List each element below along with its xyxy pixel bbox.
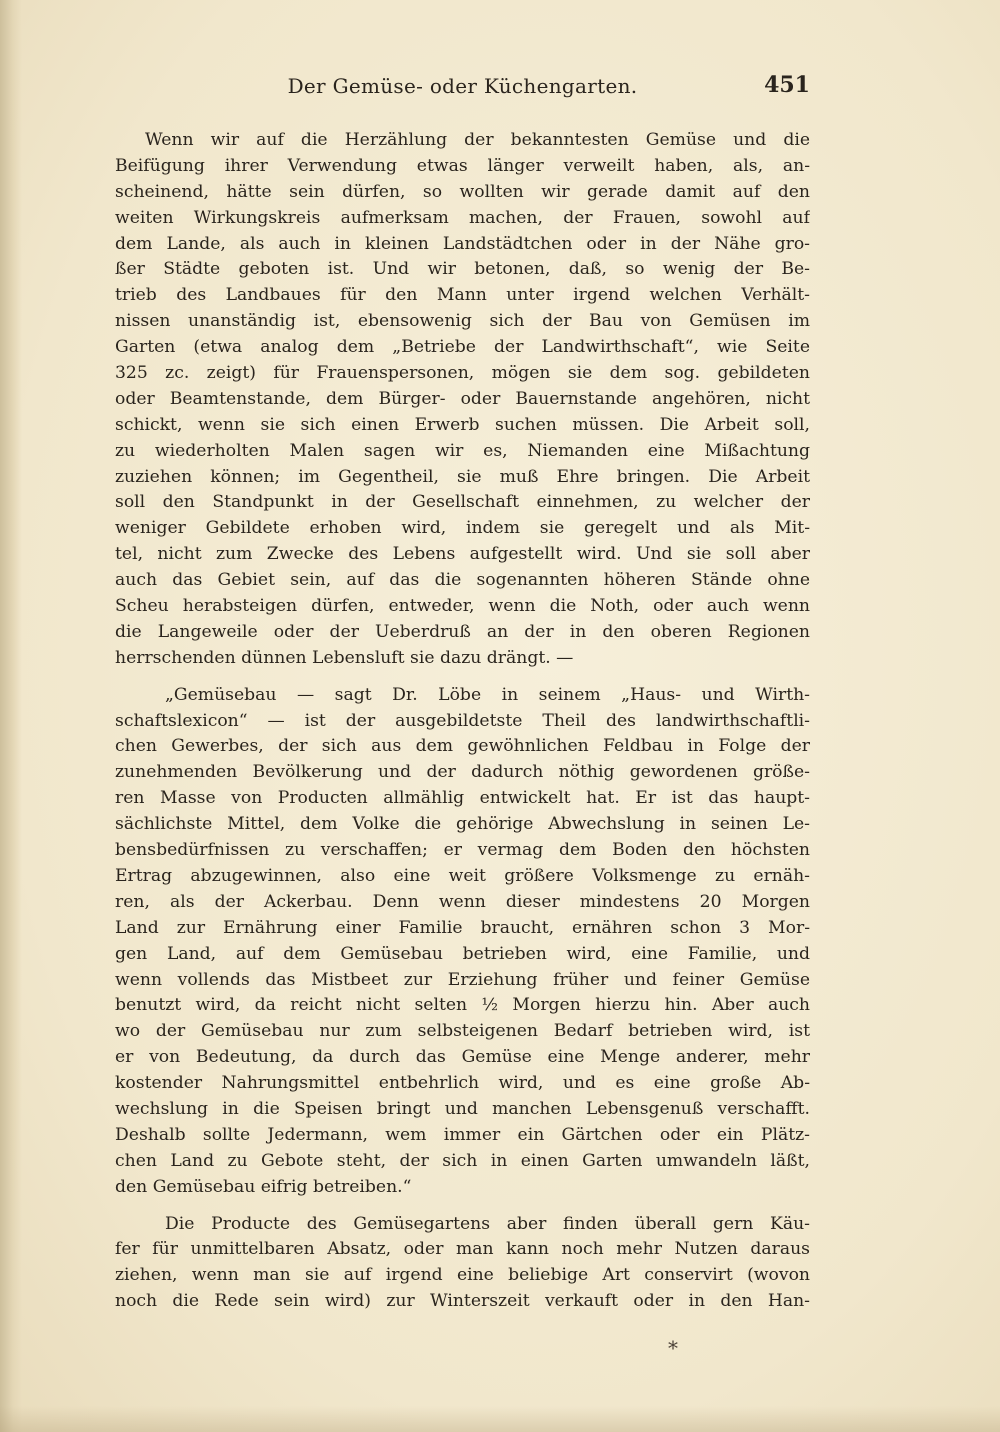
paragraph-2: [115, 683, 810, 1201]
text-line: fer für unmittelbaren Absatz, oder man kann noch mehr Nutzen daraus: [115, 1239, 810, 1260]
paragraph-gap: [115, 672, 810, 683]
paragraph-gap: [115, 1201, 810, 1212]
text-line: oder Beamtenstande, dem Bürger- oder Bauernstande angehören, nicht: [115, 388, 810, 409]
text-line: weniger Gebildete erhoben wird, indem sie geregelt und als Mit-: [115, 518, 810, 539]
page-number: 451: [764, 72, 810, 98]
text-line: gen Land, auf dem Gemüsebau betrieben wird, eine Familie, und: [115, 943, 810, 964]
text-line: scheinend, hätte sein dürfen, so wollten wir gerade damit auf den: [115, 181, 810, 202]
text-line: ßer Städte geboten ist. Und wir betonen, daß, so wenig der Be-: [115, 259, 810, 280]
text-line: Ertrag abzugewinnen, also eine weit größere Volksmenge zu ernäh-: [115, 865, 810, 886]
text-line: wechslung in die Speisen bringt und manchen Lebensgenuß verschafft.: [115, 1098, 810, 1119]
text-line: zunehmenden Bevölkerung und der dadurch nöthig gewordenen größe-: [115, 762, 810, 783]
text-line: tel, nicht zum Zwecke des Lebens aufgestellt wird. Und sie soll aber: [115, 544, 810, 565]
text-line: zu wiederholten Malen sagen wir es, Niemanden eine Mißachtung: [115, 440, 810, 461]
text-line: bensbedürfnissen zu verschaffen; er vermag dem Boden den höchsten: [115, 840, 810, 861]
text-line: er von Bedeutung, da durch das Gemüse eine Menge anderer, mehr: [115, 1047, 810, 1068]
text-line: herrschenden dünnen Lebensluft sie dazu drängt. —: [115, 647, 574, 668]
text-line: 325 zc. zeigt) für Frauenspersonen, mögen sie dem sog. gebildeten: [115, 363, 810, 384]
signature-mark: *: [668, 1336, 678, 1360]
text-line: „Gemüsebau — sagt Dr. Löbe in seinem „Haus- und Wirth-: [165, 684, 810, 705]
text-line: sächlichste Mittel, dem Volke die gehörige Abwechslung in seinen Le-: [115, 814, 810, 835]
text-line: die Langeweile oder der Ueberdruß an der in den oberen Regionen: [115, 621, 810, 642]
text-line: trieb des Landbaues für den Mann unter irgend welchen Verhält-: [115, 285, 810, 306]
text-line: auch das Gebiet sein, auf das die sogenannten höheren Stände ohne: [115, 570, 810, 591]
text-line: dem Lande, als auch in kleinen Landstädtchen oder in der Nähe gro-: [115, 233, 810, 254]
text-line: Land zur Ernährung einer Familie braucht, ernähren schon 3 Mor-: [115, 917, 810, 938]
running-title: Der Gemüse- oder Küchengarten.: [287, 74, 638, 98]
text-line: den Gemüsebau eifrig betreiben.“: [115, 1176, 412, 1197]
text-line: ren Masse von Producten allmählig entwickelt hat. Er ist das haupt-: [115, 788, 810, 809]
text-line: soll den Standpunkt in der Gesellschaft einnehmen, zu welcher der: [115, 492, 810, 513]
text-line: Die Producte des Gemüsegartens aber finden überall gern Käu-: [165, 1213, 810, 1234]
text-line: Deshalb sollte Jedermann, wem immer ein Gärtchen oder ein Plätz-: [115, 1124, 810, 1145]
text-line: Beifügung ihrer Verwendung etwas länger verweilt haben, als, an-: [115, 155, 810, 176]
page-header: [115, 74, 810, 104]
text-line: Scheu herabsteigen dürfen, entweder, wenn die Noth, oder auch wenn: [115, 596, 810, 617]
text-line: benutzt wird, da reicht nicht selten ½ Morgen hierzu hin. Aber auch: [115, 995, 810, 1016]
text-line: nissen unanständig ist, ebensowenig sich der Bau von Gemüsen im: [115, 311, 810, 332]
text-line: ren, als der Ackerbau. Denn wenn dieser mindestens 20 Morgen: [115, 891, 810, 912]
page-bottom-shadow: [0, 1406, 1000, 1432]
text-line: ziehen, wenn man sie auf irgend eine beliebige Art conservirt (wovon: [115, 1265, 810, 1286]
body-text: [115, 128, 810, 1315]
text-line: kostender Nahrungsmittel entbehrlich wird, und es eine große Ab-: [115, 1073, 810, 1094]
text-line: wenn vollends das Mistbeet zur Erziehung früher und feiner Gemüse: [115, 969, 810, 990]
text-line: chen Gewerbes, der sich aus dem gewöhnlichen Feldbau in Folge der: [115, 736, 810, 757]
page-binding-edge: [0, 0, 22, 1432]
text-line: noch die Rede sein wird) zur Winterszeit verkauft oder in den Han-: [115, 1291, 810, 1312]
paragraph-1: [115, 128, 810, 672]
paragraph-3: [115, 1212, 810, 1316]
text-line: Garten (etwa analog dem „Betriebe der Landwirthschaft“, wie Seite: [115, 337, 810, 358]
text-line: chen Land zu Gebote steht, der sich in einen Garten umwandeln läßt,: [115, 1150, 810, 1171]
text-line: Wenn wir auf die Herzählung der bekanntesten Gemüse und die: [145, 130, 810, 150]
text-line: wo der Gemüsebau nur zum selbsteigenen Bedarf betrieben wird, ist: [115, 1021, 810, 1042]
text-line: schickt, wenn sie sich einen Erwerb suchen müssen. Die Arbeit soll,: [115, 414, 810, 435]
text-line: zuziehen können; im Gegentheil, sie muß Ehre bringen. Die Arbeit: [115, 466, 810, 487]
text-line: weiten Wirkungskreis aufmerksam machen, der Frauen, sowohl auf: [115, 207, 810, 228]
text-line: schaftslexicon“ — ist der ausgebildetste Theil des landwirthschaftli-: [115, 710, 810, 731]
